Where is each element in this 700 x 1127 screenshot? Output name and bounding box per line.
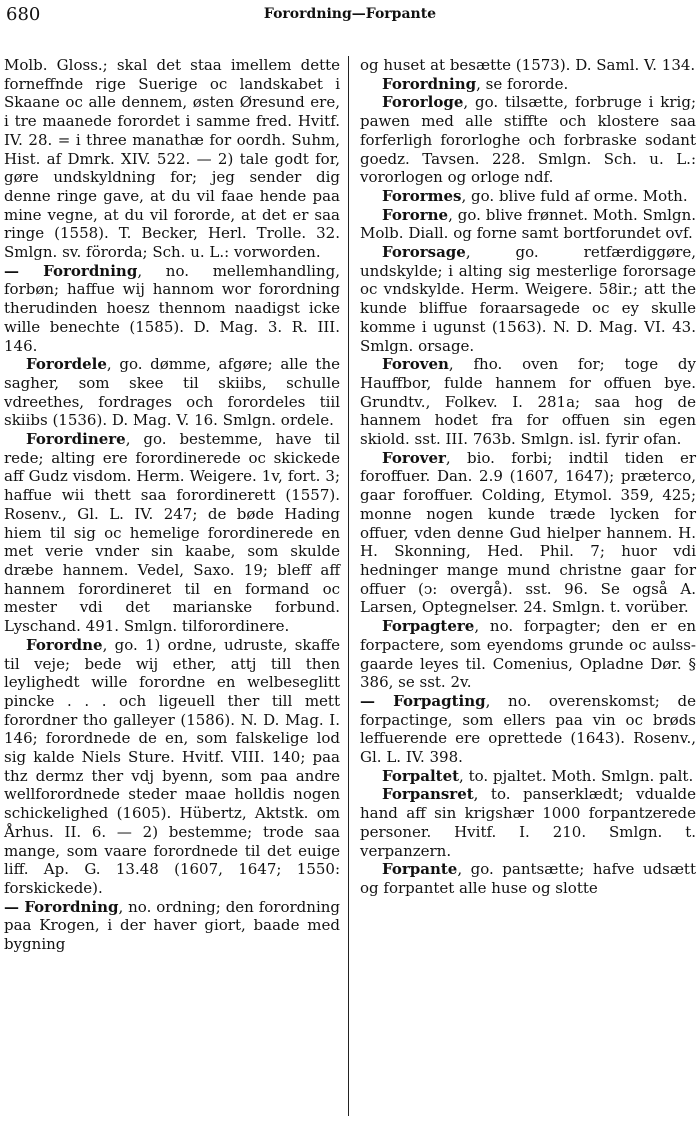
entry-headword: Forormes [382, 186, 462, 205]
dictionary-entry [360, 767, 696, 786]
entry-text: , to. pjaltet. Moth. Smlgn. palt. [459, 766, 694, 785]
dictionary-entry [4, 898, 340, 954]
entry-text: , go. tilsætte, forbruge i krig; pawen med alle stiffte och klostere saa forferligh fororloghe och forbraske sodant goedz. Tavsen. 228. Smlgn. Sch. u. L.: vororlogen og orloge ndf. [360, 93, 696, 187]
entry-headword: Forpaltet [382, 766, 460, 785]
entry-headword: Fororloge [382, 93, 464, 112]
entry-text: , go. blive fuld af orme. Moth. [461, 186, 688, 205]
dictionary-entry [360, 449, 696, 617]
dictionary-entry [360, 206, 696, 243]
dictionary-entry [360, 187, 696, 206]
entry-text: og huset at besætte (1573). D. Saml. V. 134. [360, 56, 696, 74]
entry-headword: — Forordning [4, 261, 138, 280]
entry-headword: — Forordning [4, 897, 119, 916]
entry-headword: Forover [382, 448, 446, 467]
dictionary-entry [4, 636, 340, 898]
page-header [0, 4, 700, 32]
dictionary-entry [360, 75, 696, 94]
running-head: Forordning—Forpante [263, 6, 437, 22]
entry-text: , go. blive frønnet. Moth. Smlgn. Molb. Diall. og forne samt bortforundet ovf. [360, 205, 696, 243]
right-column [360, 56, 696, 898]
entry-text: , no. ordning; den forordning paa Krogen, i der haver giort, baade med bygning [4, 897, 341, 954]
entry-headword: Fororne [382, 205, 449, 224]
entry-text: , no. mellemhandling, forbøn; haffue wij hannom wor forordning therudinden hoesz thennom naadigst icke wille benechte (1585). D. Mag. 3. R. III. 146. [4, 261, 340, 355]
dictionary-entry [360, 93, 696, 187]
entry-text: , go. bestemme, have til rede; alting ere forordinerede oc skickede aff Gudz visdom. Herm. Weigere. 1v, fort. 3; haffue wii thett saa forordinerett (1557). Rosenv., Gl. L. IV. 247; de bøde Hading hiem til sig oc hemelige forordinerede en met verie vnder sin kaabe, som skulde dræbe hannem. Vedel, Saxo. 19; bleff aff hannem forordineret til en formand oc mester vdi det marianske forbund. Lyschand. 491. Smlgn. tilforordinere. [4, 430, 340, 636]
entry-text: , go. pantsætte; hafve udsætt og forpantet alle huse og slotte [360, 860, 696, 897]
dictionary-entry [4, 355, 340, 430]
entry-headword: Foroven [382, 355, 449, 374]
entry-text: , go. 1) ordne, udruste, skaffe til veje; bede wij ether, attj till then leylighedt wille forordne en welbeseglitt pincke . . . och ligeuell ther till mett forordner tho galleyer (1586). N. D. Mag. I. 146; forordnede de en, som falskelige lod sig kalde Niels Sture. Hvitf. VIII. 140; paa thz dermz ther vdj byenn, som paa andre wellforordnede steder maae holldis nogen schickelighed (1605). Hübertz, Aktstk. om Århus. II. 6. — 2) bestemme; trode saa mange, som vaare forordnede til det euige liff. Ap. G. 13.48 (1607, 1647; 1550: forskickede). [4, 635, 340, 897]
entry-headword: Forordning [382, 74, 477, 93]
entry-text: , bio. forbi; indtil tiden er foroffuer. Dan. 2.9 (1607, 1647); præterco, gaar foroffuer. Colding, Etymol. 359, 425; monne nogen kunde træde lycken for offuer, vden denne Gud hielper hannem. H. H. Skonning, Hed. Phil. 7; huor vdi hedninger mange mund christne gaar for offuer (ↄ: overgå). sst. 96. Se også A. Larsen, Optegnelser. 24. Smlgn. t. vorüber. [360, 448, 696, 617]
entry-text: , go. dømme, afgøre; alle the sagher, som skee til skiibs, schulle vdreethes, fordrages och forordeles tiil skiibs (1536). D. Mag. V. 16. Smlgn. ordele. [4, 355, 340, 430]
entry-headword: Forpansret [382, 785, 474, 804]
entry-headword: Forordne [26, 635, 103, 654]
entry-text: , go. retfærdiggøre, undskylde; i alting sig mesterlige fororsage oc vndskylde. Herm. Weigere. 58ir.; att the kunde bliffue foraarsagede oc ey skulle komme i ugunst (1563). N. D. Mag. VI. 43. Smlgn. orsage. [360, 243, 696, 355]
left-column [4, 56, 340, 954]
entry-headword: Forordinere [26, 430, 126, 449]
dictionary-entry [360, 56, 696, 75]
entry-headword: Fororsage [382, 243, 466, 262]
entry-headword: Forpagtere [382, 617, 475, 636]
entry-headword: Forpante [382, 860, 458, 879]
dictionary-entry [4, 56, 340, 262]
entry-headword: — Forpagting [360, 691, 486, 710]
dictionary-entry [360, 692, 696, 767]
entry-headword: Forordele [26, 355, 107, 374]
dictionary-entry [4, 430, 340, 636]
entry-text: Molb. Gloss.; skal det staa imellem dette forneffnde rige Suerige oc landskabet i Skaane oc alle dennem, østen Øresund ere, i tre maanede forordet i samme fred. Hvitf. IV. 28. = i three manathæ for oordh. Suhm, Hist. af Dmrk. XIV. 522. — 2) tale godt for, gøre undskyldning for; jeg sender dig denne ringe gave, at du vil faae hende paa mine vegne, at du vil fororde, at det er saa ringe (1558). T. Becker, Herl. Trolle. 32. Smlgn. sv. förorda; Sch. u. L.: vorworden. [4, 56, 340, 262]
entry-text: , no. forpagter; den er en forpactere, som eyendoms grunde oc aulss-gaarde leyes til. Comenius, Opladne Dør. § 386, se sst. 2v. [360, 617, 696, 692]
entry-text: , to. panserklædt; vdualde hand aff sin krigshær 1000 forpantzerede personer. Hvitf. I. 210. Smlgn. t. verpanzern. [360, 785, 696, 860]
dictionary-entry [360, 785, 696, 860]
dictionary-entry [360, 860, 696, 897]
column-divider [348, 56, 349, 1116]
entry-text: , fho. oven for; toge dy Hauffbor, fulde hannem for offuen bye. Grundtv., Folkev. I. 281a; saa hog de hannem hodet fra for offuen sin egen skiold. sst. III. 763b. Smlgn. isl. fyrir ofan. [360, 355, 696, 449]
dictionary-entry [360, 617, 696, 692]
dictionary-entry [4, 262, 340, 356]
entry-text: , se fororde. [476, 74, 569, 93]
page-number: 680 [6, 4, 41, 25]
dictionary-entry [360, 355, 696, 449]
dictionary-entry [360, 243, 696, 355]
entry-text: , no. overenskomst; de forpactinge, som ellers paa vin oc brøds leffuerende ere oprettede (1643). Rosenv., Gl. L. IV. 398. [360, 691, 696, 767]
